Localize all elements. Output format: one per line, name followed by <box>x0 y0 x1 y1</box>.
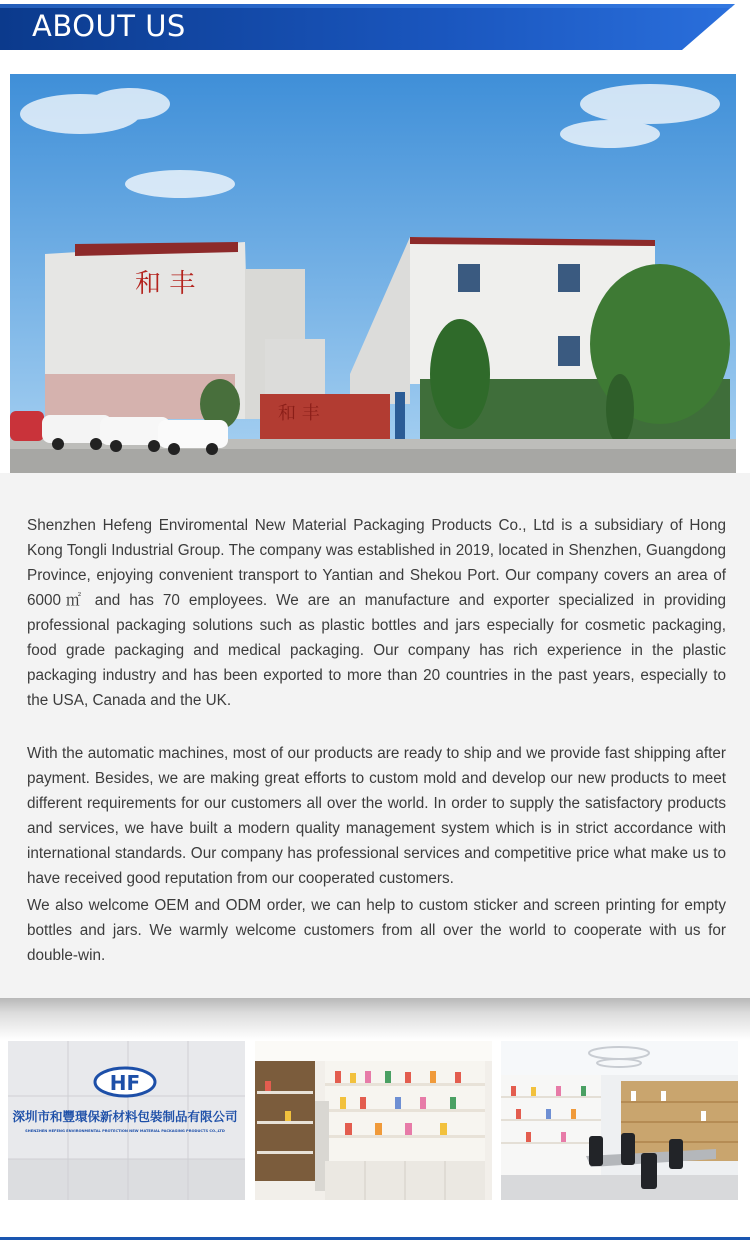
about-paragraph-1: Shenzhen Hefeng Enviromental New Material Packaging Products Co., Ltd is a subsidiary of Hong Kong Tongli Industrial Group. The company was established in 2019, located in Shenzhen, Guangdong Province, enjoying convenient transport to Yantian and Shekou Port. Our company covers an area of 6000㎡ and has 70 employees. We are an manufacture and exporter specialized in providing professional packaging solutions such as plastic bottles and jars especially for cosmetic packaging, food grade packaging and medical packaging. Our company has rich experience in the plastic packaging industry and has been exported to more than 20 countries in the past years, especially to the USA, Canada and the UK. <box>27 517 726 709</box>
reception-photo <box>8 1041 245 1200</box>
about-us-banner <box>0 0 750 52</box>
page-title: ABOUT US <box>32 9 186 43</box>
company-name-cn: 深圳市和豐環保新材料包裝制品有限公司 <box>12 1109 238 1124</box>
gate-sign: 和 丰 <box>278 403 320 424</box>
about-paragraph-2: With the automatic machines, most of our products are ready to ship and we provide fast shipping after payment. Besides, we are making great efforts to custom mold and develop our new products to meet different requirements for our customers all over the world. In order to supply the satisfactory products and services, we have built a modern quality management system which is in strict accordance with international standards. Our company has professional services and competitive price what make us to have received good reputation from our cooperated customers. <box>27 745 726 887</box>
showroom-photo-1 <box>255 1041 492 1200</box>
building-sign: 和 丰 <box>135 269 196 299</box>
section-shadow <box>0 998 750 1040</box>
about-text-panel <box>0 473 750 998</box>
bottom-divider <box>0 1237 750 1240</box>
hf-logo-text: HF <box>109 1071 141 1095</box>
showroom-photo-2 <box>501 1041 738 1200</box>
company-name-en: SHENZHEN HEFENG ENVIRONMENTAL PROTECTION NEW MATERIAL PACKAGING PRODUCTS CO.,LTD <box>25 1129 225 1133</box>
factory-photo <box>10 74 736 473</box>
about-paragraph-3: We also welcome OEM and ODM order, we can help to custom sticker and screen printing for empty bottles and jars. We warmly welcome customers from all over the world to cooperate with us for double-win. <box>27 897 726 964</box>
